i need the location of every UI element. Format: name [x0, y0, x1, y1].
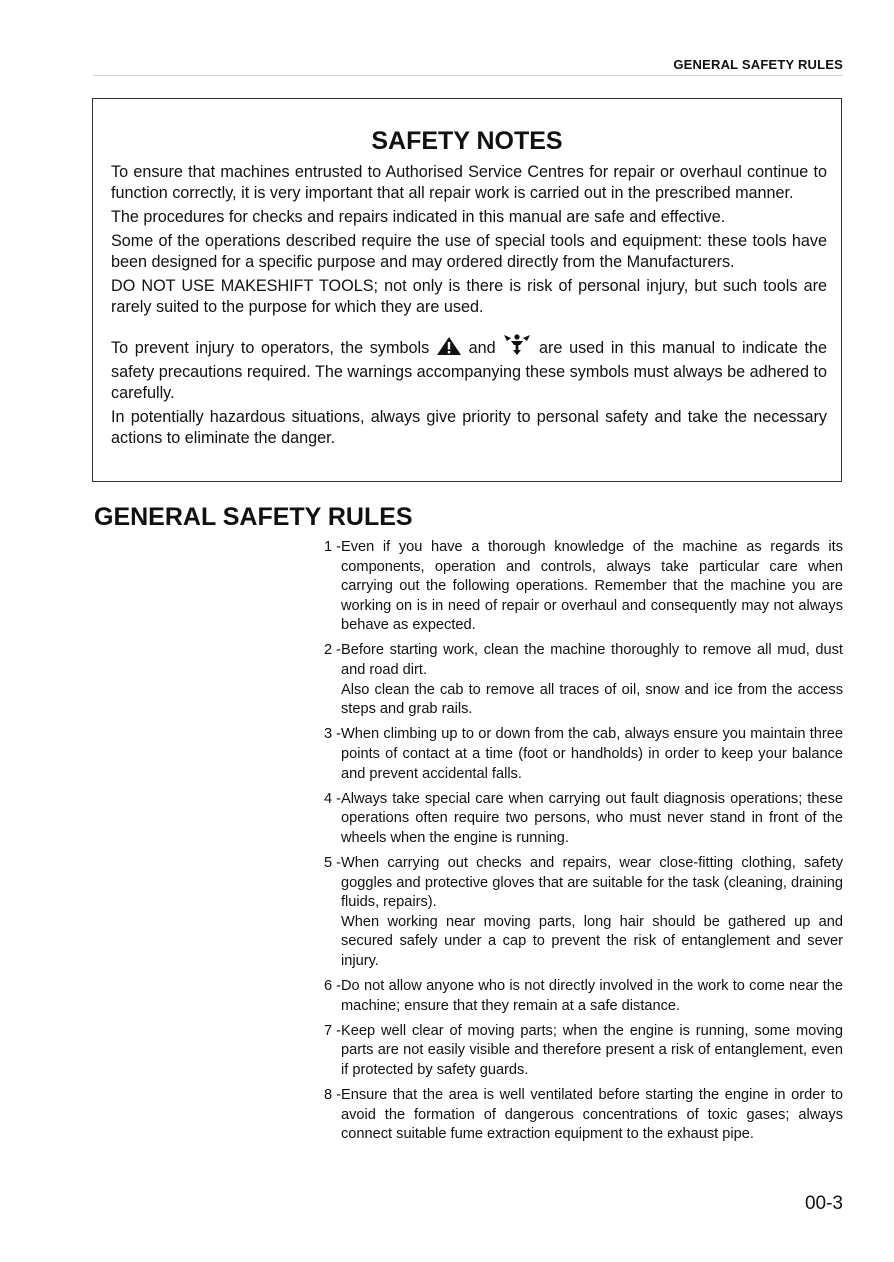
- rule-number: 5 -: [323, 854, 341, 871]
- rule-paragraph: When carrying out checks and repairs, wear close-fitting clothing, safety goggles and protective gloves that are suitable for the task (cleaning, draining fluids, repairs).: [341, 854, 843, 911]
- general-safety-rules-title: GENERAL SAFETY RULES: [94, 503, 413, 531]
- rule-number: 1 -: [323, 539, 341, 555]
- rule-text: [341, 538, 843, 636]
- notes-paragraph: DO NOT USE MAKESHIFT TOOLS; not only is there is risk of personal injury, but such tools are rarely suited to the purpose for which they are used.: [111, 277, 827, 316]
- safety-notes-body: [111, 162, 827, 452]
- running-header: GENERAL SAFETY RULES: [673, 57, 843, 72]
- rule-item: [306, 854, 843, 972]
- rule-number: 2 -: [323, 642, 341, 659]
- safety-notes-title: SAFETY NOTES: [371, 127, 563, 155]
- notes-symbols-paragraph: [111, 332, 827, 404]
- rule-item: [306, 1022, 843, 1081]
- rule-paragraph: Before starting work, clean the machine thoroughly to remove all mud, dust and road dirt.: [341, 642, 843, 679]
- rule-text: [341, 977, 843, 1016]
- rule-item: [306, 725, 843, 784]
- rule-text: [341, 641, 843, 719]
- rule-number: 3 -: [323, 726, 341, 743]
- rule-paragraph: When climbing up to or down from the cab, always ensure you maintain three points of contact at a time (foot or handholds) in order to keep your balance and prevent accidental falls.: [341, 726, 843, 782]
- rule-number: 6 -: [323, 977, 341, 994]
- rule-item: [306, 641, 843, 719]
- rule-text: [341, 1022, 843, 1081]
- rule-paragraph: Ensure that the area is well ventilated before starting the engine in order to avoid the formation of dangerous concentrations of toxic gases; always connect suitable fume extraction equipment to the exhaust pipe.: [341, 1086, 843, 1143]
- rule-text: [341, 790, 843, 849]
- notes-paragraph: To ensure that machines entrusted to Authorised Service Centres for repair or overhaul continue to function correctly, it is very important that all repair work is carried out in the prescribed manner.: [111, 163, 827, 202]
- rule-number: 4 -: [323, 790, 341, 807]
- rules-list: [306, 538, 843, 1150]
- notes-paragraph: The procedures for checks and repairs indicated in this manual are safe and effective.: [111, 208, 726, 226]
- rule-paragraph: Even if you have a thorough knowledge of the machine as regards its components, operation and controls, always take particular care when carrying out the following operations. Remember that the machine you are working on is in need of repair or overhaul and consequently may not always behave as expected.: [341, 539, 843, 634]
- rule-item: [306, 538, 843, 636]
- rule-item: [306, 790, 843, 849]
- header-divider: [93, 75, 843, 76]
- rule-paragraph: Do not allow anyone who is not directly involved in the work to come near the machine; ensure that they remain at a safe distance.: [341, 977, 843, 1014]
- rule-paragraph-extra: Also clean the cab to remove all traces of oil, snow and ice from the access steps and grab rails.: [341, 681, 843, 718]
- rule-number: 8 -: [323, 1086, 341, 1103]
- rule-text: [341, 725, 843, 784]
- rule-paragraph-extra: When working near moving parts, long hair should be gathered up and secured safely under a cap to prevent the risk of entanglement and sever injury.: [341, 913, 843, 969]
- rule-text: [341, 854, 843, 972]
- rule-item: [306, 977, 843, 1016]
- notes-paragraph: In potentially hazardous situations, always give priority to personal safety and take the necessary actions to eliminate the danger.: [111, 408, 827, 447]
- rule-item: [306, 1086, 843, 1145]
- notes-paragraph: Some of the operations described require the use of special tools and equipment: these tools have been designed for a specific purpose and may ordered directly from the Manufacturers.: [111, 232, 827, 271]
- rule-paragraph: Keep well clear of moving parts; when the engine is running, some moving parts are not easily visible and therefore present a risk of entanglement, even if protected by safety guards.: [341, 1022, 843, 1078]
- symbols-text-after: are used in this manual to indicate the safety precautions required. The warnings accompanying these symbols must always be adhered to carefully.: [111, 339, 828, 402]
- rule-number: 7 -: [323, 1022, 341, 1039]
- symbols-text-between: and: [468, 339, 496, 357]
- page-number: 00-3: [804, 1193, 843, 1214]
- danger-person-icon: [502, 332, 532, 362]
- rule-paragraph: Always take special care when carrying out fault diagnosis operations; these operations often require two persons, who must never stand in front of the wheels when the engine is running.: [341, 790, 843, 846]
- warning-triangle-icon: [436, 336, 462, 362]
- rule-text: [341, 1086, 843, 1145]
- symbols-text-before: To prevent injury to operators, the symbols: [111, 339, 430, 357]
